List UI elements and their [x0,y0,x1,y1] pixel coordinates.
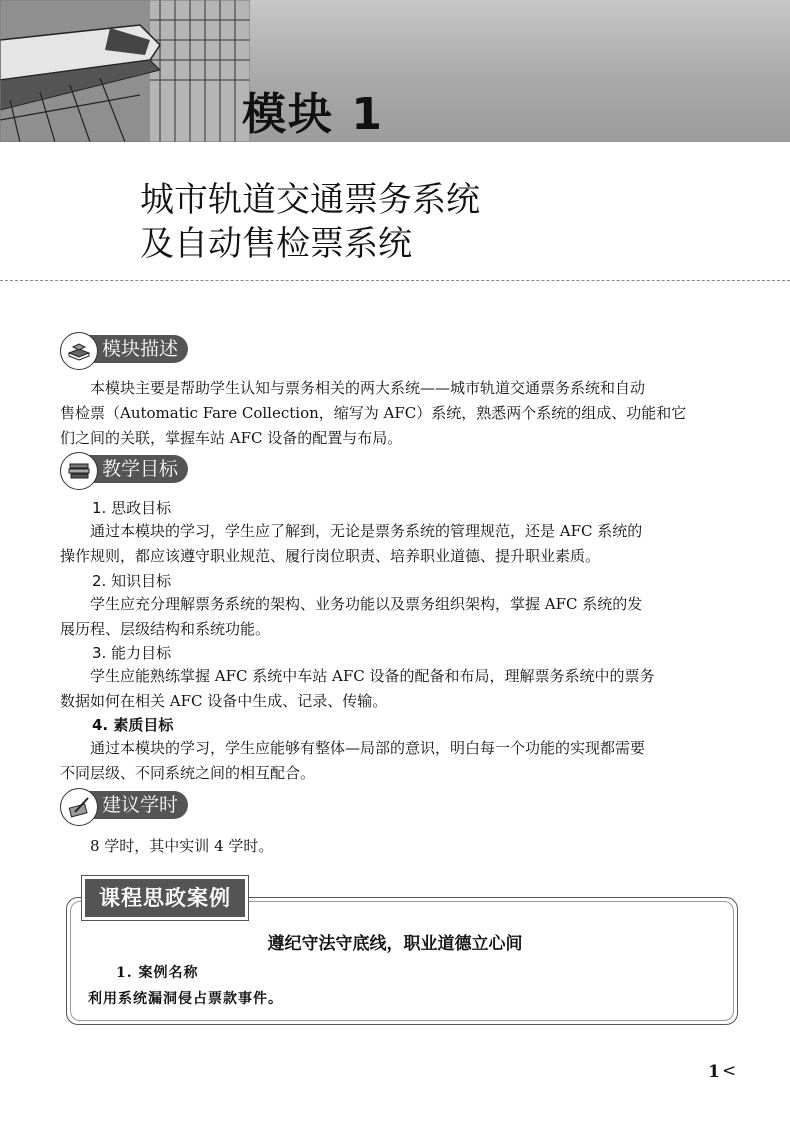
page-arrow-icon: < [722,1061,737,1081]
description-line: 本模块主要是帮助学生认知与票务相关的两大系统——城市轨道交通票务系统和自动 [90,379,646,397]
description-line: 们之间的关联，掌握车站 AFC 设备的配置与布局。 [60,429,403,447]
module-title: 模块 1 [242,89,384,140]
goal-line: 学生应能熟练掌握 AFC 系统中车站 AFC 设备的配备和布局，理解票务系统中的票务 [90,667,655,685]
goal-line: 通过本模块的学习，学生应能够有整体—局部的意识，明白每一个功能的实现都需要 [90,739,646,757]
description-line: 售检票（Automatic Fare Collection，缩写为 AFC）系统，熟悉两个系统的组成、功能和它 [60,404,687,422]
goal-text [60,664,736,714]
goal-line: 操作规则，都应该遵守职业规范、履行岗位职责、培养职业道德、提升职业素质。 [60,547,601,565]
case-title: 遵纪守法守底线，职业道德立心间 [267,934,523,954]
goal-line: 数据如何在相关 AFC 设备中生成、记录、传输。 [60,692,388,710]
chapter-title [140,178,480,266]
section-label: 教学目标 [86,455,188,483]
chapter-title-line-2: 及自动售检票系统 [140,224,412,264]
chapter-title-line-1: 城市轨道交通票务系统 [140,180,480,220]
goal-heading: 3. 能力目标 [92,644,172,662]
book-stack-icon [60,332,98,370]
case-tag: 课程思政案例 [82,876,248,920]
description-text [60,376,736,451]
case-item-heading: 1. 案例名称 [116,965,199,981]
page-number: 1 [708,1062,720,1082]
section-label: 建议学时 [86,791,188,819]
hours-text [60,834,736,859]
goal-text [60,519,736,569]
goal-text [60,592,736,642]
goal-line: 学生应充分理解票务系统的架构、业务功能以及票务组织架构，掌握 AFC 系统的发 [90,595,643,613]
title-divider [0,280,790,281]
goal-heading: 1. 思政目标 [92,499,172,517]
books-icon [60,452,98,490]
section-label: 模块描述 [86,335,188,363]
module-header-banner [0,0,790,142]
pen-icon [60,788,98,826]
case-item-text: 利用系统漏洞侵占票款事件。 [88,991,283,1007]
goal-heading: 4. 素质目标 [92,716,174,734]
goal-heading: 2. 知识目标 [92,572,172,590]
monorail-illustration-icon [0,0,250,142]
goal-line: 通过本模块的学习，学生应了解到，无论是票务系统的管理规范，还是 AFC 系统的 [90,522,643,540]
hours-line: 8 学时，其中实训 4 学时。 [90,837,274,855]
goal-text [60,736,736,786]
goal-line: 展历程、层级结构和系统功能。 [60,620,271,638]
goal-line: 不同层级、不同系统之间的相互配合。 [60,764,316,782]
